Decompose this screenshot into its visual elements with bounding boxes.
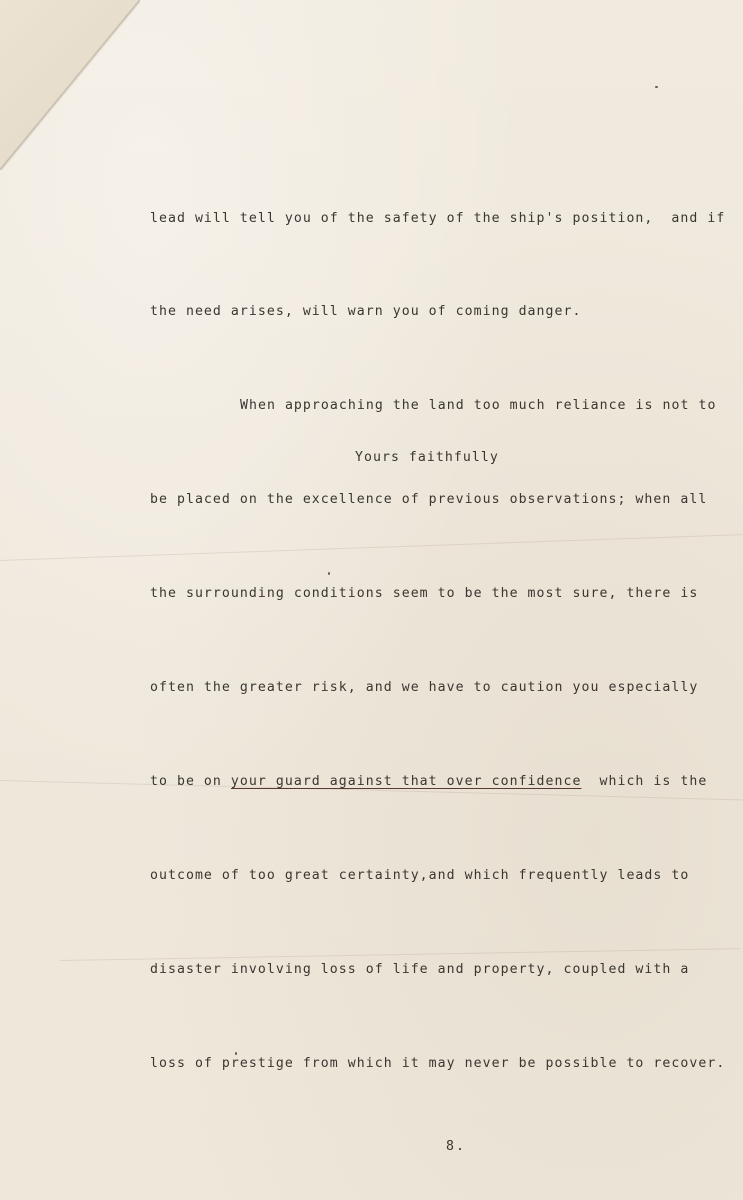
body-line: outcome of too great certainty,and which frequently leads to: [150, 867, 690, 883]
body-line: be placed on the excellence of previous observations; when all: [150, 492, 708, 508]
page-number: 8.: [446, 1139, 466, 1154]
body-line: loss of prestige from which it may never be possible to recover.: [150, 1055, 726, 1071]
ink-speck: [655, 86, 658, 88]
underlined-phrase: your guard against that over confidence: [230, 773, 582, 789]
line-segment: which is the: [581, 773, 708, 789]
body-line: the surrounding conditions seem to be the most sure, there is: [150, 586, 699, 602]
body-line: lead will tell you of the safety of the ship's position, and if: [150, 210, 726, 226]
body-line: often the greater risk, and we have to caution you especially: [150, 680, 699, 696]
body-line: the need arises, will warn you of coming danger.: [150, 304, 582, 320]
closing-salutation: Yours faithfully: [355, 450, 499, 465]
letter-body: [150, 140, 743, 1142]
paragraph-start-line: When approaching the land too much reliance is not to: [240, 398, 717, 414]
fold-edge: [0, 0, 140, 170]
underlined-body-line: [150, 766, 743, 797]
body-line: disaster involving loss of life and property, coupled with a: [150, 961, 690, 977]
line-segment: to be on: [150, 773, 231, 789]
